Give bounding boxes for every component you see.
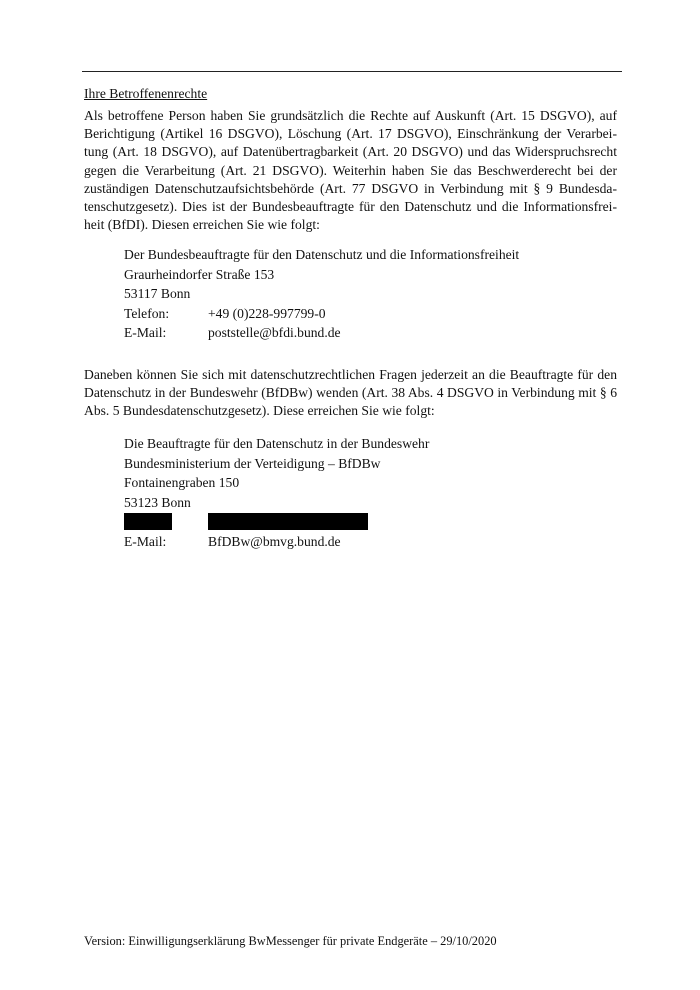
bfdbw-city: 53123 Bonn	[124, 494, 191, 510]
bfdbw-name: Die Beauftragte für den Datenschutz in der Bundeswehr	[124, 436, 430, 451]
bfdbw-email: BfDBw@bmvg.bund.de	[208, 533, 341, 549]
bfdi-email: poststelle@bfdi.bund.de	[208, 325, 341, 341]
bfdbw-email-row	[124, 532, 429, 552]
phone-label: Telefon:	[124, 305, 170, 321]
footer-version: Version: Einwilligungserklärung BwMessenger für private Endgeräte – 29/10/2020	[84, 934, 497, 948]
bfdi-email-row	[124, 323, 519, 343]
bfdi-city: 53117 Bonn	[124, 286, 191, 302]
section-title: Ihre Betroffenenrechte	[84, 86, 208, 101]
redaction-bar	[208, 513, 368, 530]
bfdi-phone-row	[124, 304, 519, 324]
bfdi-address-block	[124, 245, 519, 343]
email-label: E-Mail:	[124, 325, 167, 341]
rights-paragraph: Als betroffene Person haben Sie grundsätzlich die Rechte auf Auskunft (Art. 15 DSGVO), auf Berichtigung (Artikel 16 DSGVO), Löschung (Art. 17 DSGVO), Einschränkung der Verarbeitung (Art. 18 DSGVO), auf Datenübertragbarkeit (Art. 20 DSGVO) und das Widerspruchsrecht gegen die Verarbeitung (Art. 21 DSGVO). Weiterhin haben Sie das Beschwerderecht bei der zuständigen Datenschutzaufsichtsbehörde (Art. 77 DSGVO in Verbindung mit § 9 Bundesdatenschutzgesetz). Dies ist der Bundesbeauftragte für den Datenschutz und die Informationsfreiheit (BfDI). Diesen erreichen Sie wie folgt:	[84, 108, 617, 233]
bfdbw-paragraph: Daneben können Sie sich mit datenschutzrechtlichen Fragen jederzeit an die Beauftragte für den Datenschutz in der Bundeswehr (BfDBw) wenden (Art. 38 Abs. 4 DSGVO in Verbindung mit § 6 Abs. 5 Bundesdatenschutzgesetz). Diese erreichen Sie wie folgt:	[84, 367, 617, 419]
bfdbw-ministry: Bundesministerium der Verteidigung – BfDBw	[124, 455, 381, 471]
bfdbw-street: Fontainengraben 150	[124, 475, 240, 491]
bfdi-street: Graurheindorfer Straße 153	[124, 266, 275, 282]
bfdi-phone: +49 (0)228-997799-0	[208, 305, 326, 321]
header-rule	[82, 71, 622, 72]
email-label: E-Mail:	[124, 533, 167, 549]
bfdi-name: Der Bundesbeauftragte für den Datenschutz und die Informationsfreiheit	[124, 247, 520, 262]
redaction-bar	[124, 513, 172, 530]
redacted-phone-row	[124, 512, 429, 532]
bfdbw-address-block	[124, 434, 429, 552]
